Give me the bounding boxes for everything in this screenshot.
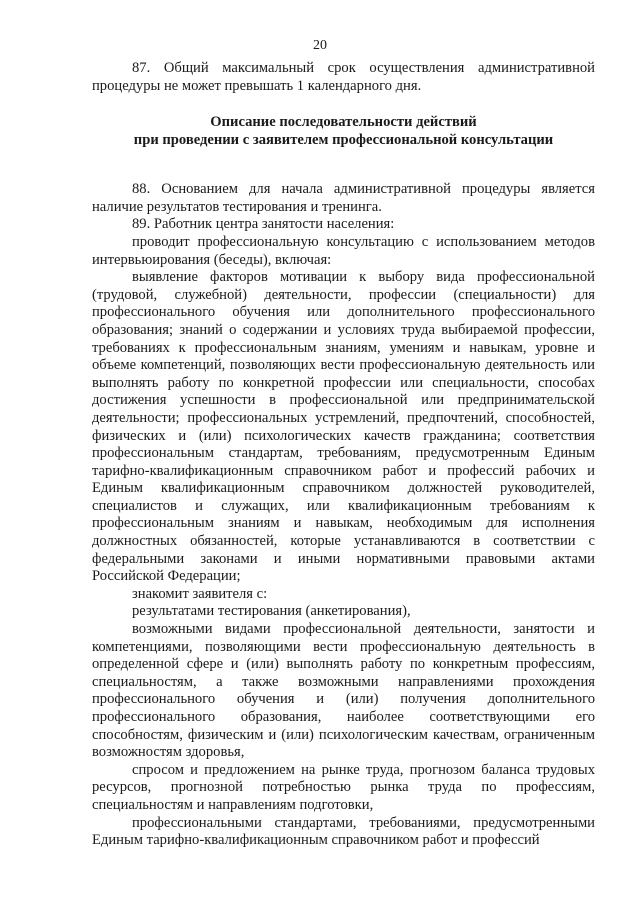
paragraph-89: 89. Работник центра занятости населения: — [132, 216, 395, 233]
paragraph-professional-standards: профессиональными стандартами, требованиями, предусмотренными Единым тарифно-квалификационным справочником работ и профессий — [92, 814, 595, 849]
paragraph-87: 87. Общий максимальный срок осуществления административной процедуры не может превышать 1 календарного дня. — [92, 60, 595, 94]
paragraph-testing-results: результатами тестирования (анкетирования), — [132, 603, 411, 620]
paragraph-identification-factors: выявление факторов мотивации к выбору вида профессиональной (трудовой, служебной) деятельности, профессии (специальности) для профессионального обучения или дополнительного профессионального образования; знаний о содержании и условиях труда выбираемой профессии, требованиях к профессиональным знаниям, умениям и навыкам, уровне и объеме компетенций, позволяющих вести профессиональную деятельность или выполнять работу по конкретной профессии или специальности, способах достижения успешности в профессиональной или предпринимательской деятельности; профессиональных устремлений, предпочтений, способностей, физических и (или) психологических качеств гражданина; соответствия профессиональным стандартам, требованиям, предусмотренным Единым тарифно-квалификационным справочником работ и профессий рабочих и Единым квалификационным справочником должностей руководителей, специалистов и служащих, или квалификационным требованиям к профессиональным знаниям и навыкам, необходимым для исполнения должностных обязанностей, которые устанавливаются в соответствии с федеральными законами и иными нормативными правовыми актами Российской Федерации; — [92, 269, 595, 585]
paragraph-88: 88. Основанием для начала административной процедуры является наличие результатов тестирования и тренинга. — [92, 181, 595, 215]
page-number: 20 — [313, 38, 327, 53]
paragraph-possible-activities: возможными видами профессиональной деятельности, занятости и компетенциями, позволяющими вести профессиональную деятельность в определенной сфере и (или) выполнять работу по конкретным профессиям, специальностям, а также возможными направлениями прохождения профессионального обучения и (или) получения дополнительного профессионального образования, наиболее соответствующими его способностям, физическим и (или) психологическим качествам, ограниченным возможностям здоровья, — [92, 621, 595, 761]
section-heading-line-2: при проведении с заявителем профессиональной консультации — [133, 132, 554, 149]
paragraph-labor-market: спросом и предложением на рынке труда, прогнозом баланса трудовых ресурсов, прогнозной потребностью рынка труда по профессиям, специальностям и направлениям подготовки, — [92, 761, 595, 813]
document-body — [92, 60, 595, 850]
section-heading — [92, 113, 595, 149]
paragraph-acquaints-applicant: знакомит заявителя с: — [132, 585, 268, 602]
section-heading-line-1: Описание последовательности действий — [210, 114, 477, 131]
paragraph-conducts-consultation: проводит профессиональную консультацию с использованием методов интервьюирования (беседы), включая: — [92, 233, 595, 268]
